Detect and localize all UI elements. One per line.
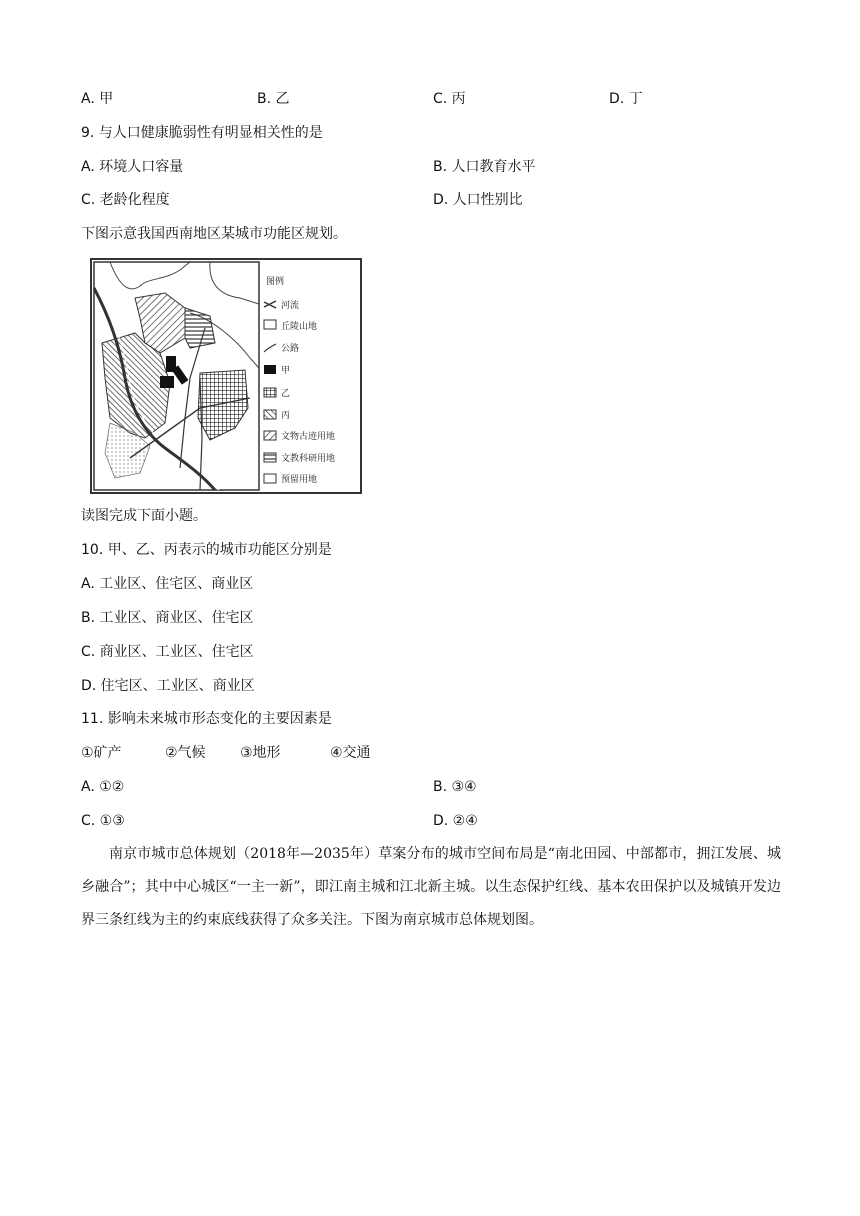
legend-reserved: 预留用地: [281, 475, 318, 485]
q9-option-c: C. 老龄化程度: [81, 192, 170, 208]
city-function-map: [90, 258, 362, 494]
q9-option-d: D. 人口性别比: [433, 192, 523, 208]
q10-option-a: A. 工业区、住宅区、商业区: [81, 576, 254, 592]
q10-stem: 10. 甲、乙、丙表示的城市功能区分别是: [81, 542, 332, 558]
q8-option-b: B. 乙: [257, 91, 290, 107]
q11-item-1: ①矿产: [81, 745, 122, 761]
q8-option-a: A. 甲: [81, 91, 114, 107]
legend-bing: 丙: [281, 411, 291, 421]
q11-option-c: C. ①③: [81, 813, 125, 829]
map-intro: 下图示意我国西南地区某城市功能区规划。: [81, 226, 347, 242]
q11-option-b: B. ③④: [433, 779, 477, 795]
legend-heritage: 文物古迹用地: [281, 432, 336, 442]
q10-option-d: D. 住宅区、工业区、商业区: [81, 678, 255, 694]
q9-stem: 9. 与人口健康脆弱性有明显相关性的是: [81, 125, 323, 141]
q9-option-a: A. 环境人口容量: [81, 159, 184, 175]
q9-option-b: B. 人口教育水平: [433, 159, 536, 175]
q11-item-4: ④交通: [330, 745, 371, 761]
legend-hills: 丘陵山地: [281, 322, 318, 332]
q8-option-d: D. 丁: [609, 91, 643, 107]
zone-jia: [160, 376, 174, 388]
q8-option-c: C. 丙: [433, 91, 466, 107]
q10-option-c: C. 商业区、工业区、住宅区: [81, 644, 254, 660]
q11-option-a: A. ①②: [81, 779, 125, 795]
legend-yi: 乙: [281, 389, 291, 399]
legend-title: 图例: [266, 277, 285, 287]
q11-stem: 11. 影响未来城市形态变化的主要因素是: [81, 711, 332, 727]
legend-river: 河流: [281, 301, 300, 311]
nanjing-paragraph: 南京市城市总体规划（2018年—2035年）草案分布的城市空间布局是“南北田园、中部都市，拥江发展、城乡融合”；其中中心城区“一主一新”，即江南主城和江北新主城。以生态保护红线、基本农田保护以及城镇开发边界三条红线为主的约束底线获得了众多关注。下图为南京城市总体规划图。: [81, 846, 781, 928]
q11-item-3: ③地形: [240, 745, 281, 761]
q11-item-2: ②气候: [165, 745, 206, 761]
legend-road: 公路: [281, 344, 300, 354]
read-prompt: 读图完成下面小题。: [81, 508, 207, 524]
legend-research: 文教科研用地: [281, 454, 336, 464]
legend-jia: 甲: [281, 366, 291, 376]
q11-option-d: D. ②④: [433, 813, 478, 829]
q10-option-b: B. 工业区、商业区、住宅区: [81, 610, 254, 626]
